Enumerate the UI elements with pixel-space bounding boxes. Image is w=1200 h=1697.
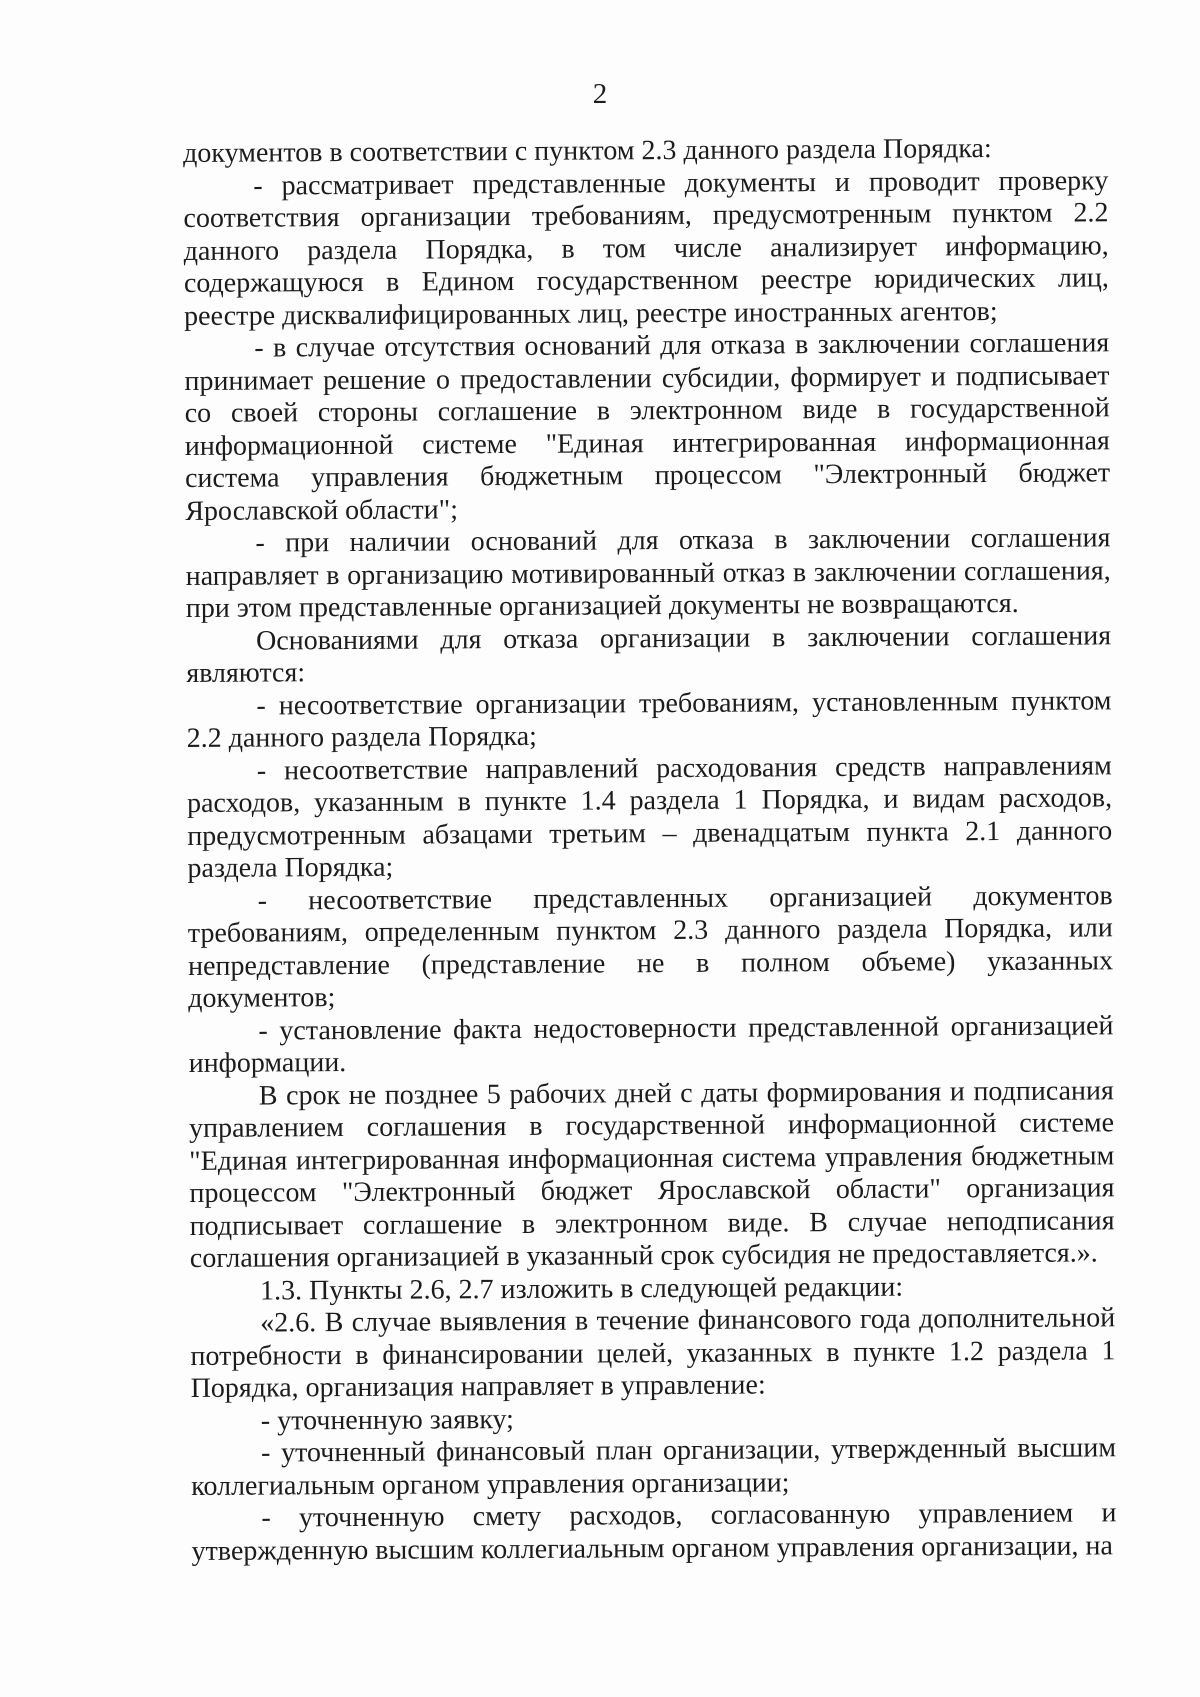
paragraph-8: - несоответствие представленных организацией документов требованиям, определенным пунктом 2.3 данного раздела Порядка, или непредставление (представление не в полном объеме) указанных документов; [187,879,1114,1014]
paragraph-3: - в случае отсутствия оснований для отказа в заключении соглашения принимает решение о предоставлении субсидии, формирует и подписывает со своей стороны соглашение в электронном виде в государственной информационной системе "Единая интегрированная информационная система управления бюджетным процессом "Электронный бюджет Ярославской области"; [184,327,1111,527]
paragraph-2: - рассматривает представленные документы и проводит проверку соответствия организации требованиям, предусмотренным пунктом 2.2 данного раздела Порядка, в том числе анализирует информацию, содержащуюся в Едином государственном реестре юридических лиц, реестре дисквалифицированных лиц, реестре иностранных агентов; [183,164,1109,332]
paragraph-5: Основаниями для отказа организации в заключении соглашения являются: [186,619,1112,689]
paragraph-9: - установление факта недостоверности представленной организацией информации. [188,1009,1114,1079]
paragraph-11: 1.3. Пункты 2.6, 2.7 изложить в следующей редакции: [259,1271,904,1307]
document-body [183,132,1117,1568]
paragraph-12: «2.6. В случае выявления в течение финансового года дополнительной потребности в финансировании целей, указанных в пункте 1.2 раздела 1 Порядка, организация направляет в управление: [190,1302,1116,1404]
paragraph-13: - уточненную заявку; [260,1403,514,1437]
paragraph-4: - при наличии оснований для отказа в заключении соглашения направляет в организацию мотивированный отказ в заключении соглашения, при этом представленные организацией документы не возвращаются. [185,522,1111,624]
paragraph-15: - уточненную смету расходов, согласованную управлением и утвержденную высшим коллегиальным органом управления организации, на [191,1497,1117,1567]
page-number: 2 [592,78,608,110]
paragraph-7: - несоответствие направлений расходования средств направлениям расходов, указанным в пункте 1.4 раздела 1 Порядка, и видам расходов, предусмотренным абзацами третьим – двенадцатым пункта 2.1 данного раздела Порядка; [186,749,1113,884]
paragraph-1: документов в соответствии с пунктом 2.3 данного раздела Порядка: [183,133,992,169]
paragraph-14: - уточненный финансовый план организации, утвержденный высшим коллегиальным органом управления организации; [191,1432,1117,1502]
paragraph-6: - несоответствие организации требованиям, установленным пунктом 2.2 данного раздела Порядка; [186,684,1112,754]
paragraph-10: В срок не позднее 5 рабочих дней с даты формирования и подписания управлением соглашения в государственной информационной системе "Единая интегрированная информационная система управления бюджетным процессом "Электронный бюджет Ярославской области" организация подписывает соглашение в электронном виде. В случае неподписания соглашения организацией в указанный срок субсидия не предоставляется.». [188,1074,1115,1274]
